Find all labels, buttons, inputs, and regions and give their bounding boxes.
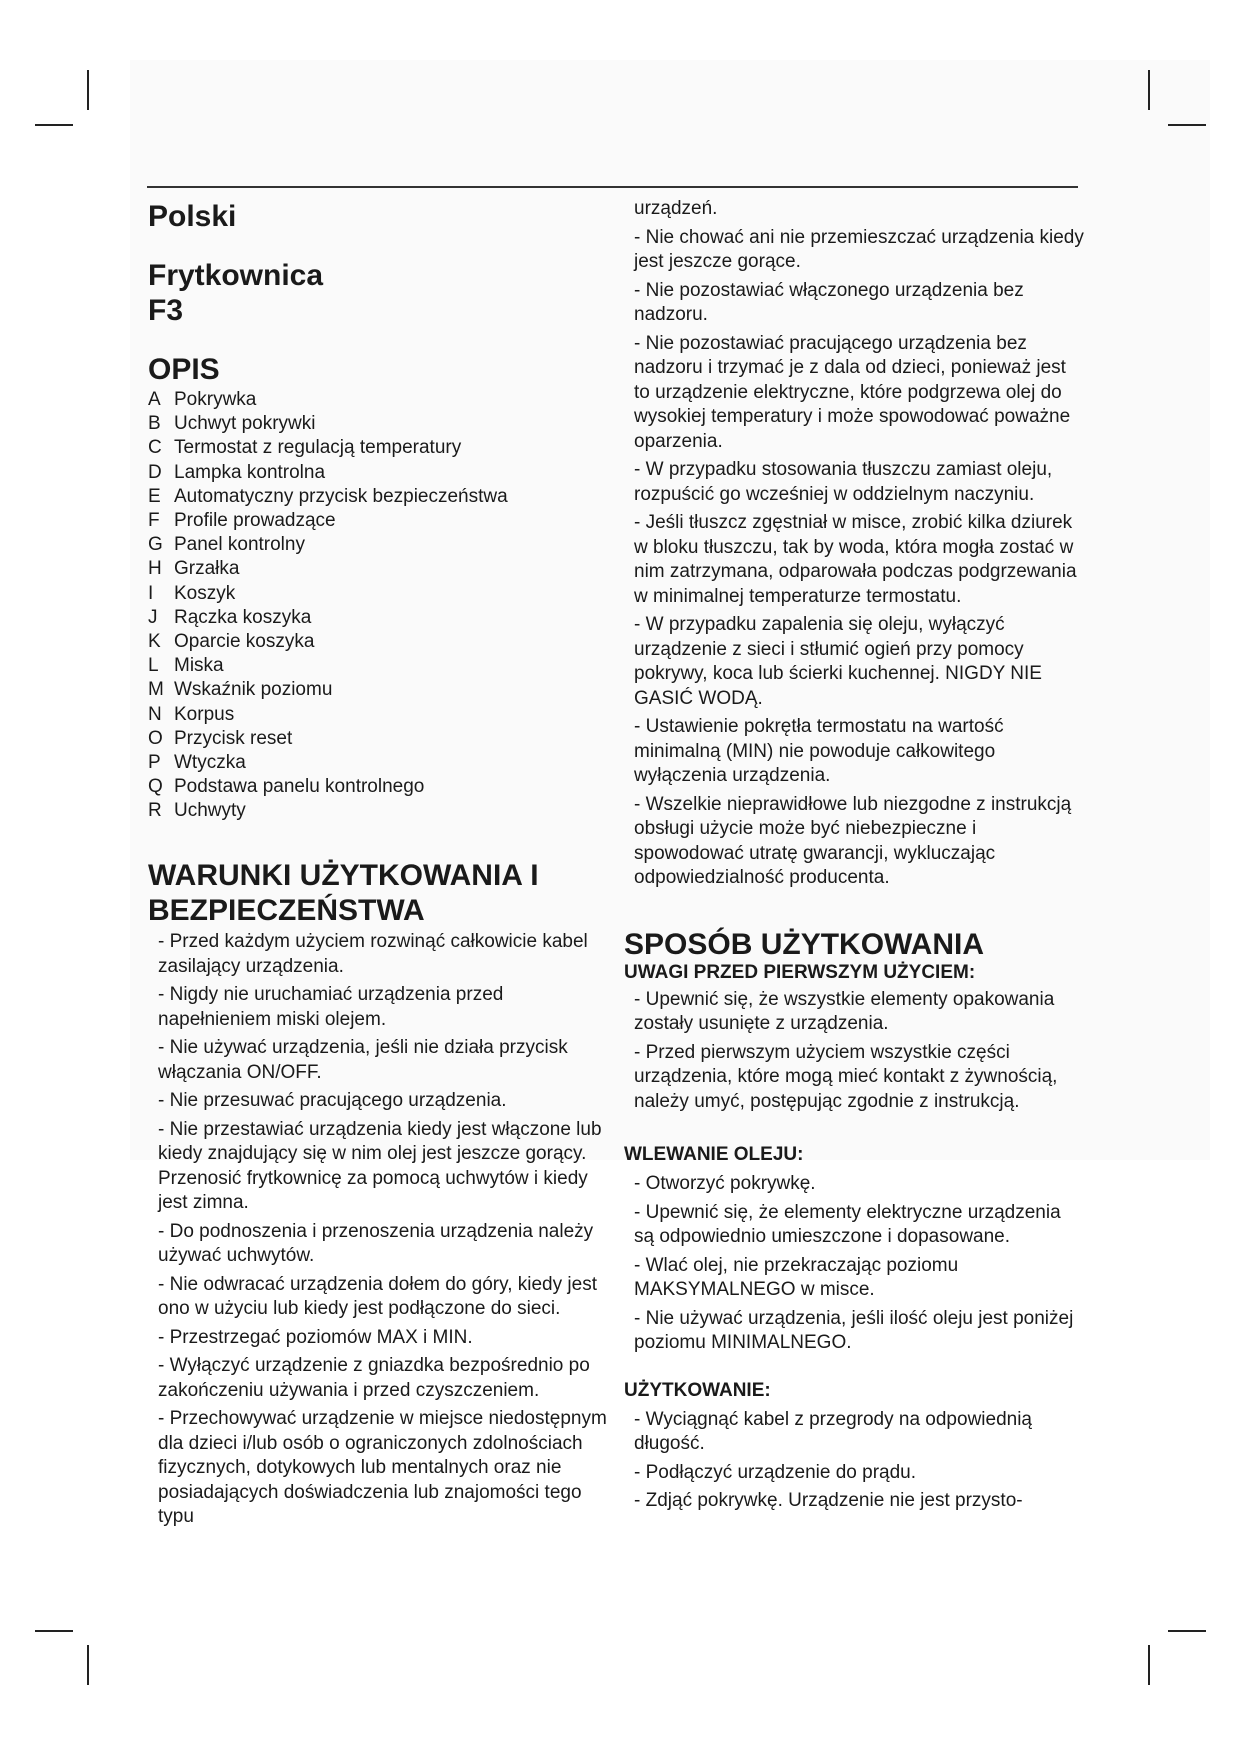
part-letter: E	[148, 485, 161, 507]
list-item: - Otworzyć pokrywkę.	[634, 1173, 816, 1194]
part-name: Wskaźnik poziomu	[174, 679, 333, 701]
part-item	[148, 412, 508, 436]
part-name: Uchwyt pokrywki	[174, 413, 316, 435]
before-first-use-list	[624, 988, 1084, 1115]
list-item: - Nigdy nie uruchamiać urządzenia przed napełnieniem miski olejem.	[158, 984, 504, 1030]
part-item	[148, 703, 508, 727]
list-item: - Do podnoszenia i przenoszenia urządzenia należy używać uchwytów.	[158, 1220, 594, 1266]
crop-mark-tr-vertical	[1148, 70, 1150, 110]
list-item: - Wszelkie nieprawidłowe lub niezgodne z instrukcją obsługi użycie może być niebezpieczne i spowodować utratę gwarancji, wykluczając odpowiedzialność producenta.	[634, 793, 1072, 888]
crop-mark-tl-vertical	[87, 70, 89, 110]
list-item: - Nie pozostawiać pracującego urządzenia bez nadzoru i trzymać je z dala od dzieci, ponieważ jest to urządzenie elektryczne, które podgrzewa olej do wysokiej temperatury i może spowodować poważne oparzenia.	[634, 332, 1071, 452]
crop-mark-bl-horizontal	[35, 1630, 73, 1632]
list-item: - Przed pierwszym użyciem wszystkie części urządzenia, które mogą mieć kontakt z żywnością, należy umyć, postępując zgodnie z instrukcją.	[634, 1041, 1058, 1112]
list-item: - Upewnić się, że elementy elektryczne urządzenia są odpowiednio umieszczone i dopasowane.	[634, 1201, 1061, 1247]
list-item: - Przed każdym użyciem rozwinąć całkowicie kabel zasilający urządzenia.	[158, 931, 588, 977]
right-column	[624, 197, 1084, 1518]
part-item	[148, 775, 508, 799]
part-letter: G	[148, 534, 163, 556]
list-item: - Nie używać urządzenia, jeśli nie działa przycisk włączania ON/OFF.	[158, 1037, 568, 1083]
safety-list-left	[148, 930, 613, 1530]
list-item: - Nie przesuwać pracującego urządzenia.	[158, 1090, 507, 1111]
safety-heading-line1: WARUNKI UŻYTKOWANIA I	[148, 859, 539, 892]
crop-mark-br-vertical	[1148, 1645, 1150, 1685]
part-name: Lampka kontrolna	[174, 461, 326, 483]
safety-heading-line2: BEZPIECZEŃSTWA	[148, 894, 425, 927]
language-heading: Polski	[148, 200, 237, 233]
part-name: Rączka koszyka	[174, 606, 312, 628]
part-item	[148, 461, 508, 485]
part-letter: D	[148, 461, 162, 483]
part-letter: H	[148, 558, 162, 580]
list-item: - Nie używać urządzenia, jeśli ilość oleju jest poniżej poziomu MINIMALNEGO.	[634, 1307, 1074, 1353]
part-item	[148, 799, 508, 823]
crop-mark-tr-horizontal	[1168, 124, 1206, 126]
list-item: - Przestrzegać poziomów MAX i MIN.	[158, 1326, 473, 1348]
description-heading: OPIS	[148, 353, 220, 386]
parts-list	[148, 388, 508, 824]
use-list	[624, 1408, 1084, 1514]
part-item	[148, 630, 508, 654]
part-item	[148, 582, 508, 606]
part-name: Miska	[174, 655, 224, 677]
list-item: - Jeśli tłuszcz zgęstniał w misce, zrobić kilka dziurek w bloku tłuszczu, tak by woda, która mogła zostać w nim zatrzymana, odparowała podczas podgrzewania w minimalnej temperaturze termostatu.	[634, 512, 1077, 607]
list-item: - Ustawienie pokrętła termostatu na wartość minimalną (MIN) nie powoduje całkowitego wyłączenia urządzenia.	[634, 716, 1004, 786]
part-item	[148, 388, 508, 412]
part-name: Automatyczny przycisk bezpieczeństwa	[174, 485, 508, 507]
part-letter: F	[148, 510, 160, 532]
crop-mark-br-horizontal	[1168, 1630, 1206, 1632]
part-letter: J	[148, 606, 158, 628]
safety-section	[148, 858, 613, 1534]
part-item	[148, 533, 508, 557]
part-item	[148, 485, 508, 509]
safety-continuation: urządzeń.	[634, 198, 718, 219]
crop-mark-bl-vertical	[87, 1645, 89, 1685]
part-letter: K	[148, 631, 161, 653]
part-item	[148, 727, 508, 751]
product-name: Frytkownica	[148, 259, 324, 292]
list-item: - Upewnić się, że wszystkie elementy opakowania zostały usunięte z urządzenia.	[634, 988, 1055, 1034]
part-name: Pokrywka	[174, 389, 257, 410]
safety-list-right	[624, 226, 1084, 891]
part-name: Oparcie koszyka	[174, 631, 315, 653]
list-item: - Wyciągnąć kabel z przegrody na odpowiednią długość.	[634, 1408, 1032, 1454]
part-name: Uchwyty	[174, 800, 246, 822]
product-title	[148, 258, 323, 328]
part-letter: O	[148, 727, 163, 749]
part-letter: L	[148, 655, 159, 677]
part-letter: Q	[148, 776, 163, 798]
part-item	[148, 557, 508, 581]
part-name: Grzałka	[174, 558, 240, 580]
list-item: - W przypadku stosowania tłuszczu zamiast oleju, rozpuścić go wcześniej w oddzielnym naczyniu.	[634, 459, 1053, 505]
part-item	[148, 509, 508, 533]
list-item: - Wlać olej, nie przekraczając poziomu MAKSYMALNEGO w misce.	[634, 1254, 959, 1300]
part-item	[148, 654, 508, 678]
oil-heading: WLEWANIE OLEJU:	[624, 1144, 804, 1165]
safety-heading	[148, 858, 613, 928]
part-name: Podstawa panelu kontrolnego	[174, 776, 425, 798]
use-heading: UŻYTKOWANIE:	[624, 1379, 771, 1401]
part-name: Profile prowadzące	[174, 510, 336, 532]
part-name: Koszyk	[174, 582, 236, 604]
part-name: Wtyczka	[174, 752, 246, 774]
list-item: - Nie odwracać urządzenia dołem do góry, kiedy jest ono w użyciu lub kiedy jest podłączone do sieci.	[158, 1273, 597, 1319]
list-item: - Nie przestawiać urządzenia kiedy jest włączone lub kiedy znajdujący się w nim olej jest jeszcze gorący. Przenosić frytkownicę za pomocą uchwytów i kiedy jest zimna.	[158, 1118, 602, 1213]
before-first-use-heading: UWAGI PRZED PIERWSZYM UŻYCIEM:	[624, 961, 976, 983]
part-item	[148, 678, 508, 702]
part-name: Termostat z regulacją temperatury	[174, 437, 462, 459]
list-item: - Nie chować ani nie przemieszczać urządzenia kiedy jest jeszcze gorące.	[634, 226, 1084, 272]
part-letter: A	[148, 389, 161, 410]
list-item: - W przypadku zapalenia się oleju, wyłączyć urządzenie z sieci i stłumić ogień przy pomocy pokrywy, koca lub ścierki kuchennej. NIGDY NIE GASIĆ WODĄ.	[634, 614, 1042, 709]
part-letter: C	[148, 437, 162, 459]
list-item: - Zdjąć pokrywkę. Urządzenie nie jest przysto-	[634, 1490, 1023, 1511]
list-item: - Podłączyć urządzenie do prądu.	[634, 1461, 916, 1483]
part-letter: R	[148, 800, 162, 822]
product-model: F3	[148, 294, 184, 327]
part-letter: P	[148, 752, 161, 774]
top-rule	[147, 186, 1078, 188]
part-letter: I	[148, 582, 154, 604]
list-item: - Nie pozostawiać włączonego urządzenia bez nadzoru.	[634, 279, 1024, 325]
part-name: Korpus	[174, 703, 235, 725]
part-item	[148, 751, 508, 775]
part-letter: B	[148, 413, 161, 435]
part-name: Panel kontrolny	[174, 534, 305, 556]
usage-heading: SPOSÓB UŻYTKOWANIA	[624, 927, 985, 961]
part-letter: N	[148, 703, 162, 725]
list-item: - Przechowywać urządzenie w miejsce niedostępnym dla dzieci i/lub osób o ograniczonych zdolnościach fizycznych, dotykowych lub mentalnych oraz nie posiadających doświadczenia lub znajomości tego typu	[158, 1408, 607, 1527]
part-item	[148, 436, 508, 460]
oil-list	[624, 1172, 1084, 1356]
crop-mark-tl-horizontal	[35, 124, 73, 126]
part-item	[148, 606, 508, 630]
list-item: - Wyłączyć urządzenie z gniazdka bezpośrednio po zakończeniu używania i przed czyszczeniem.	[158, 1355, 590, 1401]
part-letter: M	[148, 679, 164, 701]
part-name: Przycisk reset	[174, 727, 293, 749]
